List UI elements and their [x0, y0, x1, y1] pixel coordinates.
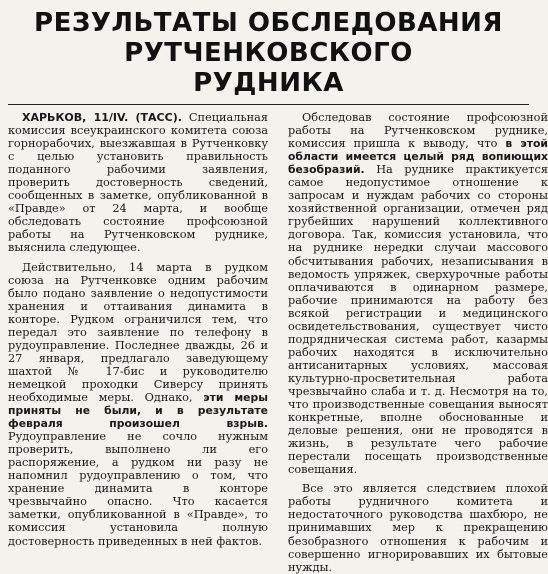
intro-text: Специальная комиссия всеукраинского комитета союза горнорабочих, выезжавшая в Рутченковку с целью установить правильность поданного рабочими заявления, проверить достоверность сведений, сообщенных в заметке, опубликованной в «Правде» от 24 марта, и вообще обследовать состояние профсоюзной работы на Рутченковском руднике, выяснила следующее.: [8, 111, 269, 255]
article-columns: [8, 111, 548, 574]
paragraph-survey: [288, 111, 548, 476]
paragraph-dynamite: [8, 261, 268, 548]
paragraph-intro: [8, 111, 268, 255]
dynamite-text-2: Рудоуправление не сочло нужным проверить, выполнено ли его распоряжение, а рудком ни разу не напомнил рудоуправлению о том, что хранение динамита в конторе чрезвычайно опасно. Что касается заметки, опубликованной в «Правде», то комиссия установила полную достоверность приведенных в ней фактов.: [8, 430, 268, 548]
headline: [8, 8, 529, 98]
survey-text-1: Обследовав состояние профсоюзной работы на Рутченковском руднике, комиссия пришла к выводу, что: [288, 111, 548, 151]
column-left: [8, 111, 268, 548]
headline-rule: [8, 104, 529, 105]
dynamite-bold: эти меры приняты не были, и в результате февраля произошел взрыв.: [8, 390, 268, 431]
headline-line-1: РЕЗУЛЬТАТЫ ОБСЛЕДОВАНИЯ РУТЧЕНКОВСКОГО: [34, 8, 503, 68]
column-right: [288, 111, 548, 574]
paragraph-conclusion: [288, 482, 548, 573]
dateline: ХАРЬКОВ, 11/IV. (ТАСС).: [22, 111, 182, 124]
survey-bold: в этой области имеется целый ряд вопиющих безобразий.: [288, 137, 548, 177]
dynamite-text-1: Действительно, 14 марта в рудком союза на Рутченковке одним рабочим было подано заявление о недопустимости хранения и оттаивания динамита в конторе. Рудком ограничился тем, что передал это заявление по телефону в рудоуправление. Последнее дважды, 26 и 27 января, предлагало заведующему шахтой № 17-бис и руководителю немецкой проходки Сиверсу принять необходимые меры. Однако,: [8, 260, 268, 404]
survey-text-2: На руднике практикуется самое недопустимое отношение к запросам и нуждам рабочих со стороны хозяйственной организации, отмечен ряд грубейших нарушений коллективного договора. Так, комиссия установила, что на руднике нередки случаи массового обсчитывания рабочих, незаписывания в ведомость упряжек, сверхурочные работы оплачиваются в одинарном размере, рабочие принимаются на работу без всякой регистрации и медицинского освидетельствования, существует чисто подрядническая система работ, казармы рабочих находятся в исключительно антисанитарных условиях, массовая культурно-просветительная работа чрезвычайно слаба и т. д. Несмотря на то, что производственные совещания выносят конкретные, вполне обоснованные и деловые решения, они не проводятся в жизнь, в результате чего рабочие перестали посещать производственные совещания.: [288, 163, 548, 477]
headline-line-2: РУДНИКА: [193, 68, 344, 98]
conclusion-text: Все это является следствием плохой работы рудничного комитета и недостаточного руководства шахбюро, не принимавших мер к прекращению безобразного отношения к рабочим и совершенно игнорировавших их бытовые нужды.: [288, 482, 548, 574]
